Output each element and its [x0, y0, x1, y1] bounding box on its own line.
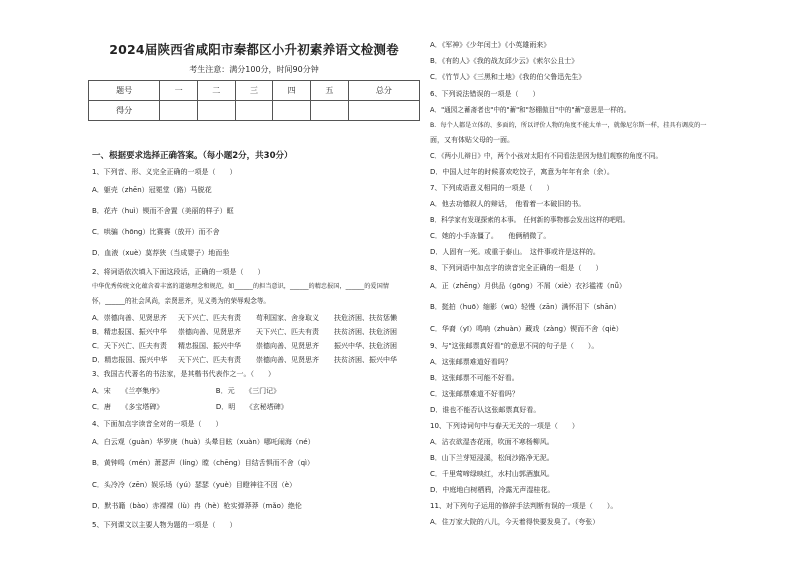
option-text: A．他去功德叙人的辩话， 他看着一本破旧的书。 [430, 200, 586, 208]
option-text: A．宋 《兰亭集序》 B．元 《三门记》 [92, 387, 281, 395]
score-cell[interactable] [160, 101, 198, 121]
option-part: 天下兴亡、匹夫有责 [178, 356, 241, 364]
option-text: C．头冷冷（zēn）娱乐场（yú）瑟瑟（yuè）目瞪神往不因（è） [92, 481, 297, 489]
option-row [92, 313, 397, 323]
score-table-header-row [89, 81, 420, 101]
score-header-cell: 一 [160, 81, 198, 101]
question-text: 11、对下列句子运用的修辞手法判断有误的一项是（ ）。 [430, 502, 618, 510]
option-text: A．住万家大院的八儿，今天着得快要发臭了。（夸张） [430, 518, 600, 526]
left-column [88, 0, 420, 562]
option-text: C．唐 《多宝塔碑》 D．明 《玄秘塔碑》 [92, 403, 288, 411]
question-text: 7、下列成语意义相同的一项是（ ） [430, 184, 554, 192]
option-text: B．黄钟鸣（mén）萧瑟声（líng）瞠（chēng）目结舌惧而不舍（qì） [92, 459, 314, 467]
score-header-cell: 四 [273, 81, 311, 101]
score-cell[interactable] [235, 101, 273, 121]
option-part: D．精忠报国、振兴中华 [92, 356, 168, 364]
option-part: C．天下兴亡、匹夫有责 [92, 342, 167, 350]
option-text: B．《有的人》《我的战友邱少云》《索尔公且士》 [430, 57, 579, 65]
option-part: B．精忠报国、振兴中华 [92, 328, 167, 336]
option-text: D．中庭地白树栖鸦，冷露无声湿桂花。 [430, 486, 555, 494]
option-text: C．哄骗（hōng）比赛赛（放开）而不舍 [92, 228, 220, 236]
option-row [92, 327, 397, 337]
option-text: C．她的小手冻僵了。 他俩稍微了。 [430, 232, 551, 240]
option-text: B．科学家有发现探索的本事。 任何新的事物都会发出这样的吧唱。 [430, 216, 630, 224]
option-text: C．这张邮票难道不好看吗？ [430, 390, 519, 398]
exam-notice: 考生注意：满分100分，时间90分钟 [189, 65, 319, 74]
option-text: A．"通园之蓄斋者也"中的"蓄"和"怒棚傲目"中的"蓄"意思是一样的。 [430, 106, 631, 114]
option-text: A．这张邮票难道好看吗？ [430, 358, 512, 366]
question-text: 6、下列说法错误的一项是（ ） [430, 90, 540, 98]
option-part: 精忠报国、振兴中华 [178, 342, 241, 350]
question-text: 10、下列诗词句中与春天无关的一项是（ ） [430, 422, 579, 430]
option-text: A．躯壳（zhēn）冠冕堂（路）马脱花 [92, 186, 212, 194]
option-part: 振兴中华、扶危济困 [334, 342, 397, 350]
option-text: B．每个人都是立体的、多面的，所以评价人物的角度不能太单一，就像尼尔斯一样，挂具有调皮的一 [430, 122, 707, 129]
option-text: C．千里莺啼绿映红，水村山郭酒旗风。 [430, 470, 554, 478]
question-text: 3、我国古代著名的书法家，是其楷书代表作之一。（ ） [92, 370, 275, 378]
question-text: 8、下列词语中加点字的读音完全正确的一组是（ ） [430, 264, 603, 272]
option-part: 崇德向善、见贤思齐 [178, 328, 241, 336]
page-title: 2024届陕西省咸阳市秦都区小升初素养语文检测卷 [109, 42, 399, 57]
score-header-cell: 五 [311, 81, 349, 101]
score-header-cell: 总分 [348, 81, 419, 101]
option-row [92, 355, 397, 365]
score-header-cell: 三 [235, 81, 273, 101]
option-text: B．这张邮票不可能不好看。 [430, 374, 519, 382]
option-part: 崇德向善、见贤思齐 [256, 356, 319, 364]
question-text: 怀，______的社会风尚，亲贤思齐，见义勇为的荣辱观念等。 [92, 297, 271, 305]
option-text: C．《竹节人》《三黑和土地》《我的伯父鲁迅先生》 [430, 73, 586, 81]
option-part: 扶危济困、扶贫惩懒 [334, 314, 397, 322]
score-table-row [89, 101, 420, 121]
option-text: D．血液（xuè）莫荐狭（当成婴子）地而坐 [92, 249, 230, 257]
score-cell[interactable] [197, 101, 235, 121]
score-header-cell: 二 [197, 81, 235, 101]
option-text: A．白云观（guàn）华罗庚（huà）头晕目眩（xuàn）哪吒闹海（né） [92, 438, 315, 446]
option-text: B．挺拍（huō）缩影（wū）轻慢（zān）满怀泪下（shān） [430, 303, 621, 311]
question-text: 4、下面加点字读音全对的一项是（ ） [92, 420, 223, 428]
option-text: A．《军神》《少年闰土》《小英雄雨来》 [430, 41, 551, 49]
question-text: 2、将词语依次填入下面这段话，正确的一项是（ ） [92, 268, 265, 276]
option-text: A．正（zhēng）月供品（gōng）不屑（xiè）衣衫褴褛（nǚ） [430, 282, 626, 290]
right-column [430, 0, 760, 562]
question-text: 中华优秀传统文化蕴含着丰富的道德理念和规范，如______的担当意识，______的精忠报国，______的爱国情 [92, 283, 389, 290]
question-text: 9、与"这张邮票真好看"的意思不同的句子是（ ）。 [430, 342, 599, 350]
option-text: D．谁也不能否认这张邮票真好看。 [430, 406, 541, 414]
option-part: A．崇德向善、见贤思齐 [92, 314, 167, 322]
option-text: B．花卉（huì）锲而不舍置（美丽的样子）眶 [92, 207, 234, 215]
option-text: 面，又有体贴父母的一面。 [430, 136, 514, 144]
score-row-label: 得分 [89, 101, 160, 121]
option-part: 苟利国家、舍身取义 [256, 314, 319, 322]
option-part: 天下兴亡、匹夫有责 [178, 314, 241, 322]
section-heading: 一、根据要求选择正确答案。（每小题2分，共30分） [92, 151, 293, 161]
option-text: D．默书籍（bào）赤裸裸（lù）冉（hè）枪实弹莽莽（mǎo）绝伦 [92, 502, 302, 510]
question-text: 5、下列课文以主要人物为题的一项是（ ） [92, 521, 237, 529]
option-text: A．沾衣欲湿杏花雨，吹面不寒杨柳风。 [430, 438, 554, 446]
option-text: B．山下兰芽短浸溪，松间沙路净无泥。 [430, 454, 554, 462]
option-part: 崇德向善、见贤思齐 [256, 342, 319, 350]
score-header-cell: 题号 [89, 81, 160, 101]
score-table [88, 80, 420, 121]
option-part: 扶贫济困、振兴中华 [334, 356, 397, 364]
option-row [92, 341, 397, 351]
question-text: 1、下列音、形、义完全正确的一项是（ ） [92, 168, 237, 176]
option-text: C．华裔（yī）鸣响（zhuàn）藏戏（zàng）锲而不舍（qiè） [430, 325, 623, 333]
score-cell[interactable] [311, 101, 349, 121]
score-cell[interactable] [348, 101, 419, 121]
option-text: D．中国人过年的时候喜欢吃饺子，寓意为年年有余（余）。 [430, 168, 614, 176]
option-text: C．《两小儿辩日》中，两个小孩对太阳有不同看法是因为他们观察的角度不同。 [430, 152, 663, 160]
option-part: 天下兴亡、匹夫有责 [256, 328, 319, 336]
option-text: D．人固有一死。或重于泰山。 这件事或许是这样的。 [430, 248, 600, 256]
option-part: 扶贫济困、扶危济困 [334, 328, 397, 336]
score-cell[interactable] [273, 101, 311, 121]
